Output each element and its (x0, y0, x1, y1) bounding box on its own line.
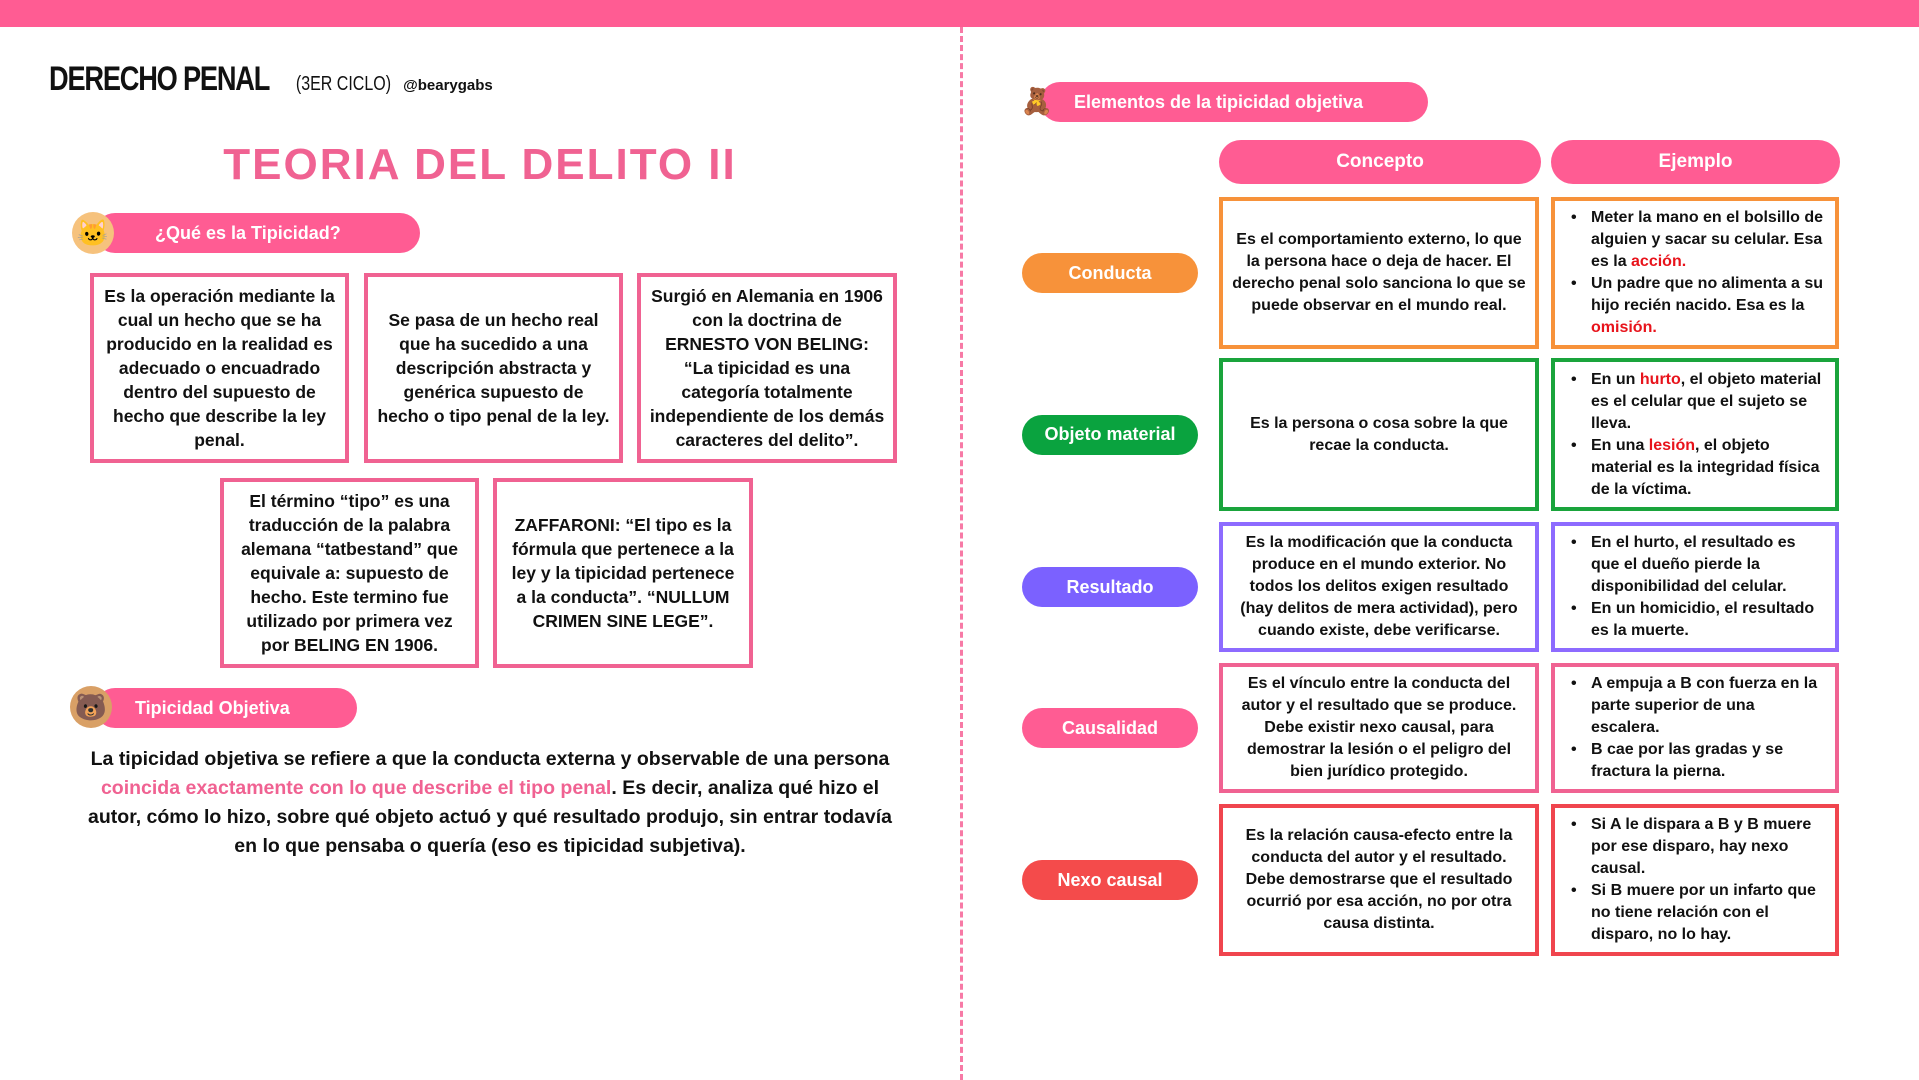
example-item (1563, 814, 1827, 880)
text-segment: , el objeto material es la integridad física de la víctima. (1591, 436, 1820, 498)
row-label: Nexo causal (1022, 860, 1198, 900)
text-segment: Si B muere por un infarto que no tiene relación con el disparo, no lo hay. (1591, 882, 1816, 943)
highlight-text: omisión. (1591, 319, 1657, 336)
column-header-concepto: Concepto (1219, 140, 1541, 184)
text-segment: En un homicidio, el resultado es la muerte. (1591, 600, 1815, 639)
top-bar (0, 0, 1919, 27)
definition-box (90, 273, 349, 463)
text-segment: En un (1591, 370, 1640, 388)
example-item (1563, 739, 1827, 783)
example-item (1563, 369, 1827, 435)
definition-box (220, 478, 479, 668)
example-list (1563, 369, 1827, 501)
example-cell (1551, 197, 1839, 349)
text-segment: Es la modificación que la conducta produce en el mundo exterior. No todos los delitos exigen resultado (hay delitos de mera actividad), pero cuando existe, debe verificarse. (1240, 534, 1518, 639)
section-label: Tipicidad Objetiva (135, 697, 290, 718)
text-segment: Es la relación causa-efecto entre la conducta del autor y el resultado. Debe demostrarse que el resultado ocurrió por esa acción, no por otra causa distinta. (1245, 827, 1513, 932)
text-segment: Es el comportamiento externo, lo que la persona hace o deja de hacer. El derecho penal solo sanciona lo que se puede observar en el mundo real. (1232, 231, 1526, 314)
section-pill-elementos (1040, 82, 1428, 122)
section-label: Elementos de la tipicidad objetiva (1074, 91, 1364, 112)
text-segment: El término “tipo” es una traducción de la palabra alemana “tatbestand” que equivale a: supuesto de hecho. Este termino fue utilizado por primera vez por BELING EN 1906. (241, 491, 458, 655)
example-list (1563, 673, 1827, 783)
section-pill-tipicidad (95, 213, 420, 253)
example-cell (1551, 522, 1839, 652)
cat-icon: 🐱 (72, 212, 114, 254)
example-item (1563, 880, 1827, 946)
row-label: Objeto material (1022, 415, 1198, 455)
concept-cell (1219, 197, 1539, 349)
definition-box (364, 273, 623, 463)
author-handle: @bearygabs (403, 77, 493, 94)
example-item (1563, 273, 1827, 339)
column-header-ejemplo: Ejemplo (1551, 140, 1840, 184)
course-cycle: (3ER CICLO) (296, 73, 392, 95)
example-list (1563, 814, 1827, 946)
header (49, 60, 493, 99)
text-segment: Un padre que no alimenta a su hijo recién nacido. Esa es la (1591, 275, 1824, 314)
example-list (1563, 532, 1827, 642)
example-list (1563, 207, 1827, 339)
text-segment: A empuja a B con fuerza en la parte superior de una escalera. (1591, 675, 1818, 736)
highlight-text: coincida exactamente con lo que describe el tipo penal (100, 777, 612, 799)
definition-box (637, 273, 897, 463)
text-segment: En el hurto, el resultado es que el dueño pierde la disponibilidad del celular. (1591, 534, 1796, 595)
example-item (1563, 598, 1827, 642)
highlight-text: hurto (1639, 370, 1681, 388)
text-segment: ZAFFARONI: “El tipo es la fórmula que pertenece a la ley y la tipicidad pertenece a la conducta”. “NULLUM CRIMEN SINE LEGE”. (511, 515, 735, 631)
example-cell (1551, 663, 1839, 793)
highlight-text: acción. (1631, 253, 1687, 270)
text-segment: B cae por las gradas y se fractura la pierna. (1591, 741, 1784, 780)
example-item (1563, 435, 1827, 501)
example-item (1563, 673, 1827, 739)
concept-cell (1219, 358, 1539, 511)
example-cell (1551, 804, 1839, 956)
concept-cell (1219, 663, 1539, 793)
text-segment: , el objeto material es el celular que el sujeto se lleva. (1591, 370, 1822, 432)
page-divider (960, 27, 963, 1080)
definition-box (493, 478, 753, 668)
objective-paragraph (80, 745, 900, 861)
bear-icon: 🐻 (70, 686, 112, 728)
row-label: Conducta (1022, 253, 1198, 293)
text-segment: Surgió en Alemania en 1906 con la doctrina de ERNESTO VON BELING: “La tipicidad es una categoría totalmente independiente de los demás caracteres del delito”. (649, 286, 885, 450)
example-item (1563, 532, 1827, 598)
text-segment: Es el vínculo entre la conducta del autor y el resultado que se produce. Debe existir nexo causal, para demostrar la lesión o el peligro del bien jurídico protegido. (1241, 675, 1517, 780)
row-label: Resultado (1022, 567, 1198, 607)
course-title: DERECHO PENAL (49, 60, 270, 98)
section-label: ¿Qué es la Tipicidad? (155, 222, 341, 243)
concept-cell (1219, 804, 1539, 956)
text-segment: Es la persona o cosa sobre la que recae la conducta. (1250, 414, 1508, 454)
example-cell (1551, 358, 1839, 511)
bear-icon: 🧸 (1020, 85, 1054, 116)
page-title: TEORIA DEL DELITO II (223, 140, 737, 189)
text-segment: Es la operación mediante la cual un hecho que se ha producido en la realidad es adecuado o encuadrado dentro del supuesto de hecho que describe la ley penal. (104, 286, 335, 450)
row-label: Causalidad (1022, 708, 1198, 748)
text-segment: Si A le dispara a B y B muere por ese disparo, hay nexo causal. (1591, 816, 1812, 877)
concept-cell (1219, 522, 1539, 652)
example-item (1563, 207, 1827, 273)
text-segment: . Es decir, analiza qué hizo el autor, cómo lo hizo, sobre qué objeto actuó y qué resultado produjo, sin entrar todavía en lo que pensaba o quería (eso es tipicidad subjetiva). (88, 777, 892, 857)
highlight-text: lesión (1648, 436, 1696, 454)
text-segment: La tipicidad objetiva se refiere a que la conducta externa y observable de una persona (90, 748, 890, 770)
text-segment: Meter la mano en el bolsillo de alguien y sacar su celular. Esa es la (1591, 209, 1824, 270)
text-segment: En una (1591, 436, 1649, 454)
text-segment: Se pasa de un hecho real que ha sucedido a una descripción abstracta y genérica supuesto de hecho o tipo penal de la ley. (377, 310, 610, 426)
section-pill-objetiva (95, 688, 357, 728)
